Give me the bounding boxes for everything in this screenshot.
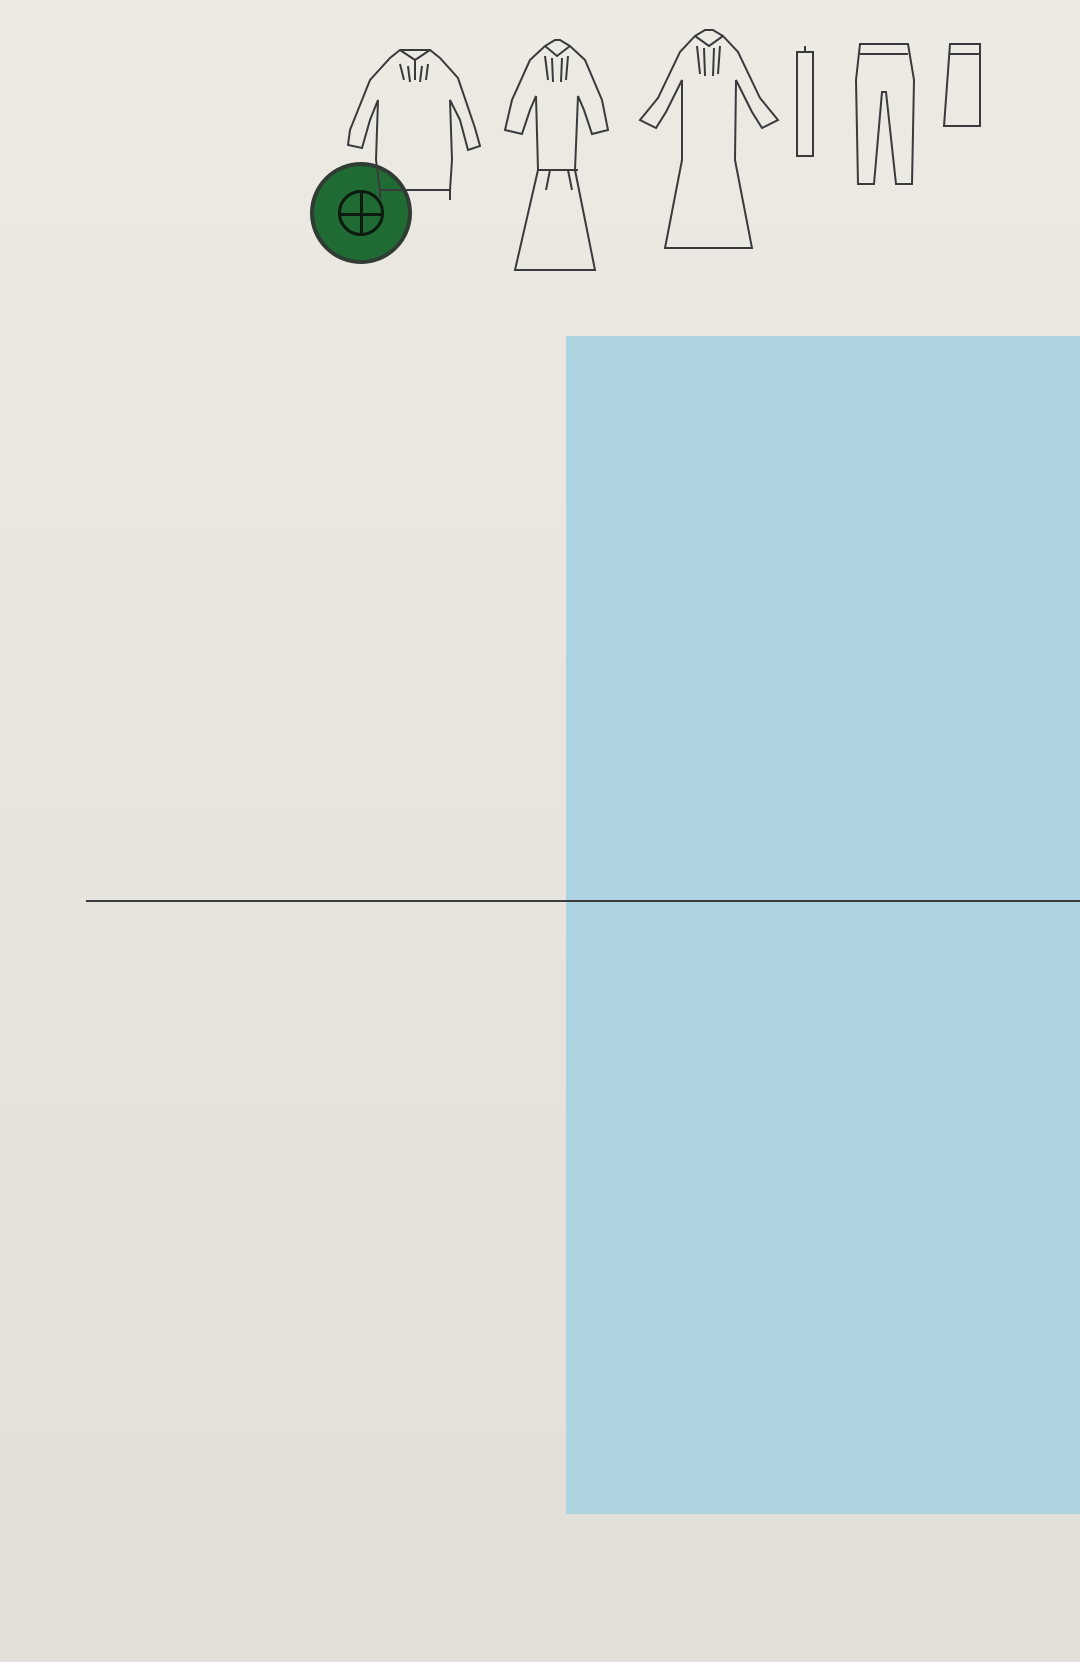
garment-sketches xyxy=(340,20,1080,280)
pants-sketch xyxy=(856,44,914,184)
top-a-sketch xyxy=(348,50,480,200)
skirt-sketch xyxy=(944,44,980,126)
french-section-background xyxy=(566,336,1080,1514)
table-top-rule xyxy=(86,900,1080,902)
belt-sketch xyxy=(797,46,813,156)
dress-c-sketch xyxy=(640,30,778,248)
dress-b-sketch xyxy=(505,40,608,270)
